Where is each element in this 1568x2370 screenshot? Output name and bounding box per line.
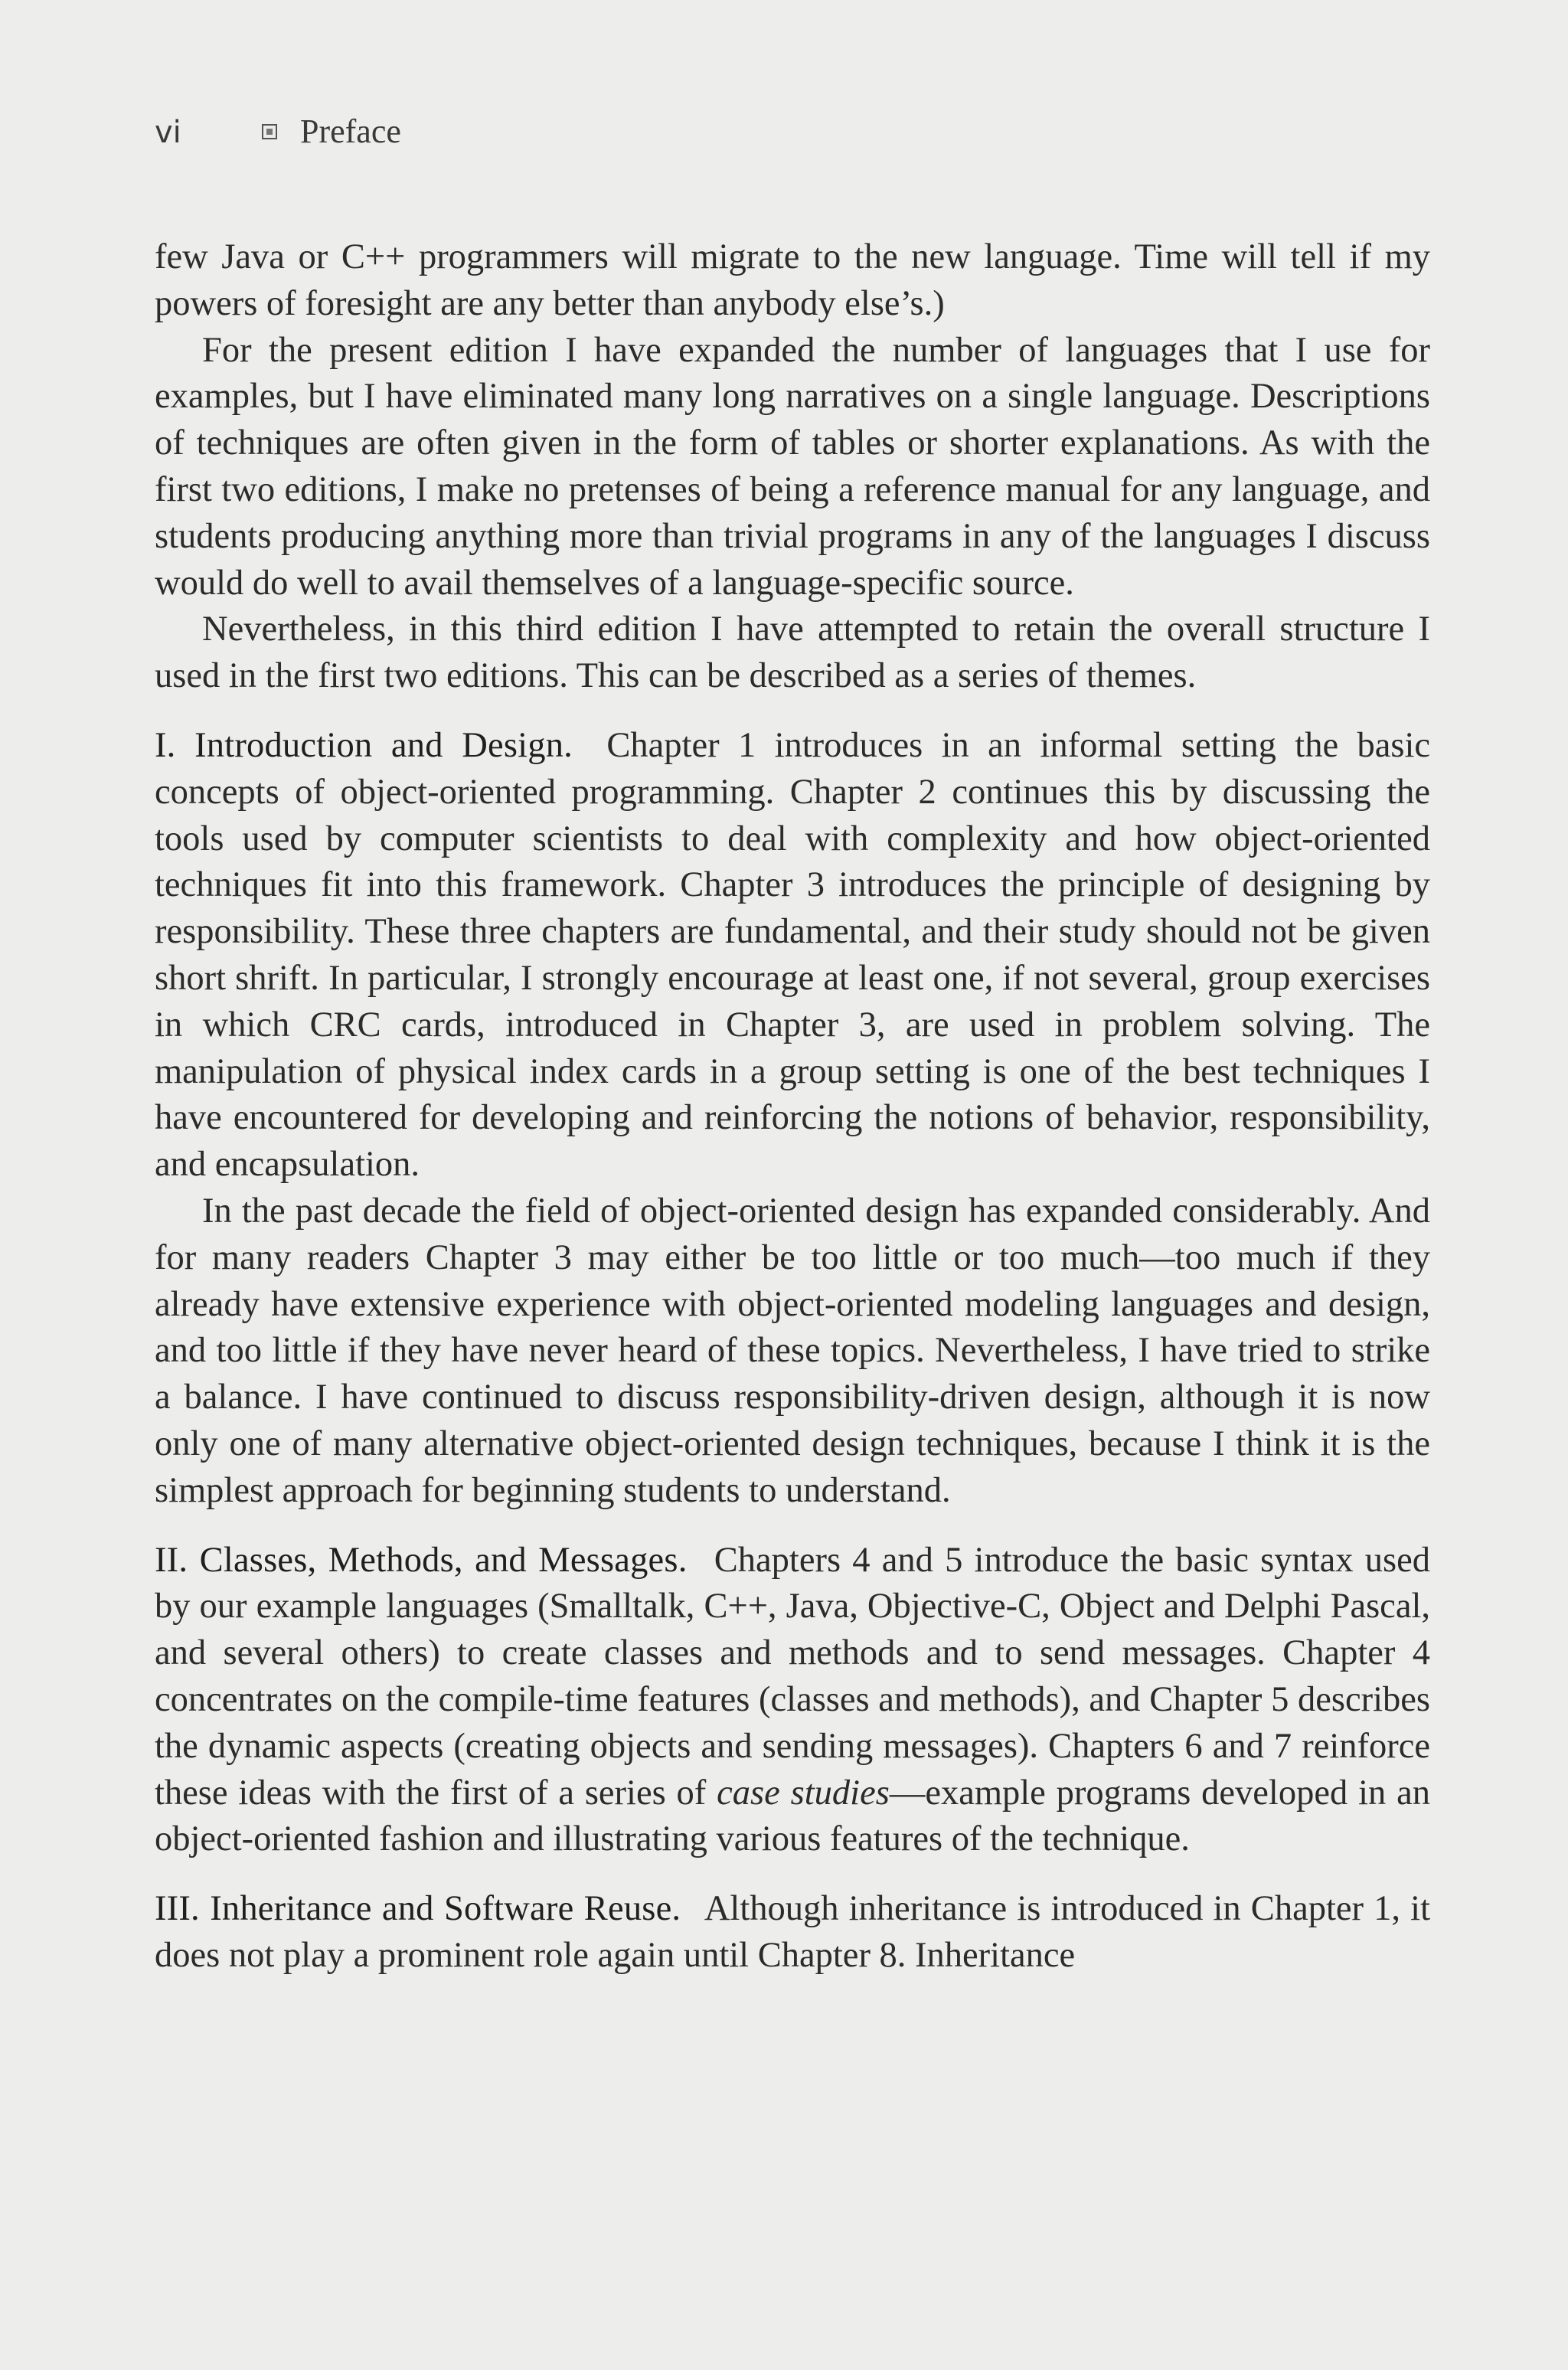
section-heading-classes: II. Classes, Methods, and Messages. [155,1540,688,1580]
book-page [155,115,1430,1979]
section-heading-introduction: I. Introduction and Design. [155,725,573,765]
case-studies-term: case studies [717,1773,890,1813]
paragraph-continued: few Java or C++ programmers will migrate to the new language. Time will tell if my powers of foresight are any better than anybody else’s.) [155,237,1430,323]
section-text-classes-2: —example programs developed in an object-oriented fashion and illustrating various features of the technique. [155,1773,1431,1859]
paragraph-past-decade: In the past decade the field of object-oriented design has expanded considerably. And for many readers Chapter 3 may either be too little or too much—too much if they already have extensive experience with object-oriented modeling languages and design, and too little if they have never heard of these topics. Nevertheless, I have tried to strike a balance. I have continued to discuss responsibility-driven design, although it is now only one of many alternative object-oriented design techniques, because I think it is the simplest approach for beginning students to understand. [155,1191,1430,1510]
section-heading-inheritance: III. Inheritance and Software Reuse. [155,1889,681,1929]
section-classes-methods [155,1538,1430,1864]
paragraph-present-edition: For the present edition I have expanded the number of languages that I use for examples, but I have eliminated many long narratives on a single language. Descriptions of techniques are often given in the form of tables or shorter explanations. As with the first two editions, I make no pretenses of being a reference manual for any language, and students producing anything more than trivial programs in any of the languages I discuss would do well to avail themselves of a language-specific source. [155,330,1430,603]
section-text-inheritance: Although inheritance is introduced in Chapter 1, it does not play a prominent role again until Chapter 8. Inheritance [155,1889,1431,1975]
section-inheritance-reuse [155,1886,1430,1979]
section-text-classes-1: Chapters 4 and 5 introduce the basic syntax used by our example languages (Smalltalk, C++, Java, Objective-C, Object and Delphi Pascal, and several others) to create classes and methods and to send messages. Chapter 4 concentrates on the compile-time features (classes and methods), and Chapter 5 describes the dynamic aspects (creating objects and sending messages). Chapters 6 and 7 reinforce these ideas with the first of a series of [155,1540,1430,1813]
page-number: vi [155,115,181,150]
section-title: Preface [300,113,401,150]
body-text [155,234,1430,1979]
box-bullet-icon [262,124,277,139]
running-head [155,115,1430,149]
section-text-introduction: Chapter 1 introduces in an informal setting the basic concepts of object-oriented programming. Chapter 2 continues this by discussing the tools used by computer scientists to deal with complexity and how object-oriented techniques fit into this framework. Chapter 3 introduces the principle of designing by responsibility. These three chapters are fundamental, and their study should not be given short shrift. In particular, I strongly encourage at least one, if not several, group exercises in which CRC cards, introduced in Chapter 3, are used in problem solving. The manipulation of physical index cards in a group setting is one of the best techniques I have encountered for developing and reinforcing the notions of behavior, responsibility, and encapsulation. [155,725,1431,1185]
paragraph-nevertheless: Nevertheless, in this third edition I have attempted to retain the overall structure I used in the first two editions. This can be described as a series of themes. [155,610,1430,696]
section-introduction-design [155,723,1430,1188]
